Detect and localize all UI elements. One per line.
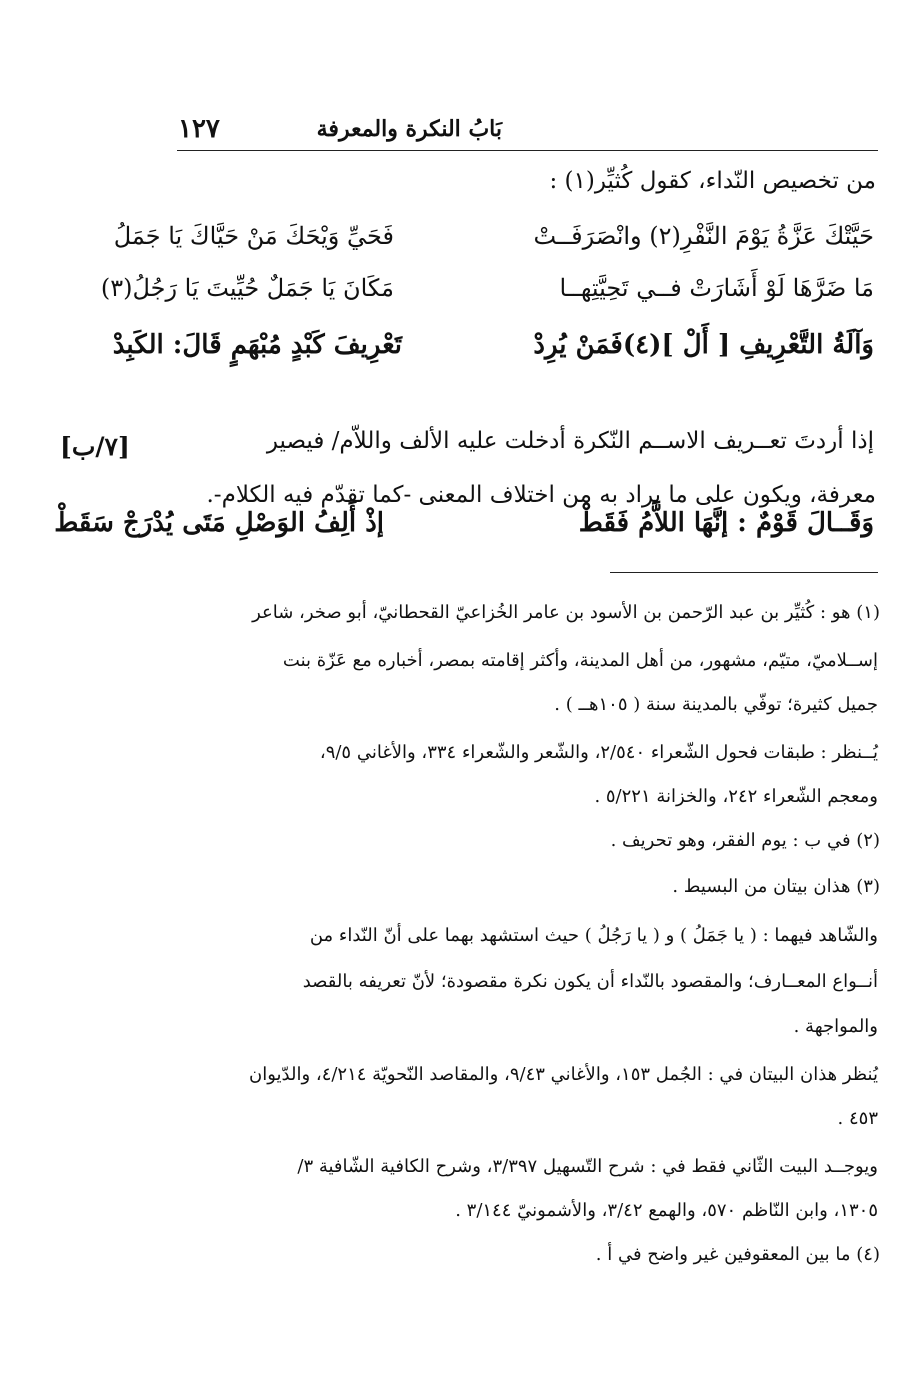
footnote-3-line-2: والشّاهد فيهما : ( يا جَمَلُ ) و ( يا رَجُلُ ) حيث استشهد بهما على أنّ النّداء من — [309, 925, 878, 946]
footnote-3-line-1: (٣) هذان بيتان من البسيط . — [672, 876, 880, 897]
manuscript-folio-marker: [٧/ب] — [60, 432, 130, 461]
verse1-first-hemistich: حَيَّتْكَ عَزَّةُ يَوْمَ النَّفْرِ(٢) وانْصَرَفَــتْ — [533, 222, 874, 250]
footnote-3-line-3: أنــواع المعــارف؛ والمقصود بالنّداء أن يكون نكرة مقصودة؛ لأنّ تعريفه بالقصد — [302, 971, 878, 992]
footnote-1-line-2: إســلاميّ، متيّم، مشهور، من أهل المدينة، وأكثر إقامته بمصر، أخباره مع عَزّة بنت — [282, 650, 878, 671]
header-rule — [177, 150, 878, 151]
verse3-second-hemistich: تَعْرِيفَ كَبْدٍ مُبْهَمٍ قَالَ: الكَبِدْ — [112, 330, 402, 360]
intro-line: من تخصيص النّداء، كقول كُثيِّر(١) : — [549, 168, 876, 194]
footnote-3-line-8: ١٣٠٥، وابن النّاظم ٥٧٠، والهمع ٣/٤٢، والأشمونيّ ٣/١٤٤ . — [455, 1200, 878, 1221]
page-number: ١٢٧ — [178, 114, 220, 144]
footnote-3-line-7: ويوجــد البيت الثّاني فقط في : شرح التّسهيل ٣/٣٩٧، وشرح الكافية الشّافية ٣/ — [297, 1156, 878, 1177]
footnote-1-line-3: جميل كثيرة؛ توفّي بالمدينة سنة ( ١٠٥هــ ) . — [554, 694, 878, 715]
verse3-first-hemistich: وَآلَةُ التَّعْرِيفِ [ أَلْ ](٤)فَمَنْ يُرِدْ — [533, 330, 874, 360]
footnote-1-line-1: (١) هو : كُثيِّر بن عبد الرّحمن بن الأسود بن عامر الخُزاعيّ القحطانيّ، أبو صخر، شاعر — [252, 602, 880, 623]
footnote-1-line-5: ومعجم الشّعراء ٢٤٢، والخزانة ٥/٢٢١ . — [594, 786, 878, 807]
footnote-3-line-5: يُنظر هذان البيتان في : الجُمل ١٥٣، والأغاني ٩/٤٣، والمقاصد النّحويّة ٤/٢١٤، والدّيوان — [249, 1064, 878, 1085]
paragraph-line-1: إذا أردتَ تعــريف الاســم النّكرة أدخلت عليه الألف واللاّم/ فيصير — [266, 428, 874, 454]
footnote-4: (٤) ما بين المعقوفين غير واضح في أ . — [595, 1244, 880, 1265]
verse4-first-hemistich: وَقَــالَ قَوْمٌ : إنَّهَا اللاَّمُ فَقَطْ — [578, 508, 874, 538]
verse2-first-hemistich: مَا ضَرَّهَا لَوْ أَشَارَتْ فــي تَحِيَّتِهــا — [559, 274, 874, 302]
footnote-3-line-6: ٤٥٣ . — [837, 1108, 878, 1129]
running-header-title: بَابُ النكرة والمعرفة — [316, 116, 502, 142]
verse2-second-hemistich: مَكَانَ يَا جَمَلٌ حُيِّيتَ يَا رَجُلُ(٣) — [100, 274, 394, 302]
footnote-3-line-4: والمواجهة . — [793, 1016, 878, 1037]
verse4-second-hemistich: إذْ أَلِفُ الوَصْلِ مَتَى يُدْرَجْ سَقَطْ — [54, 508, 384, 538]
footnote-separator — [610, 572, 878, 573]
verse1-second-hemistich: فَحَيِّ وَيْحَكَ مَنْ حَيَّاكَ يَا جَمَلُ — [113, 222, 394, 250]
paragraph-line-2: معرفة، ويكون على ما يراد به من اختلاف المعنى -كما تقدّم فيه الكلام-. — [206, 482, 876, 508]
footnote-1-line-4: يُــنظر : طبقات فحول الشّعراء ٢/٥٤٠، والشّعر والشّعراء ٣٣٤، والأغاني ٩/٥، — [319, 742, 878, 763]
footnote-2: (٢) في ب : يوم الفقر، وهو تحريف . — [610, 830, 880, 851]
